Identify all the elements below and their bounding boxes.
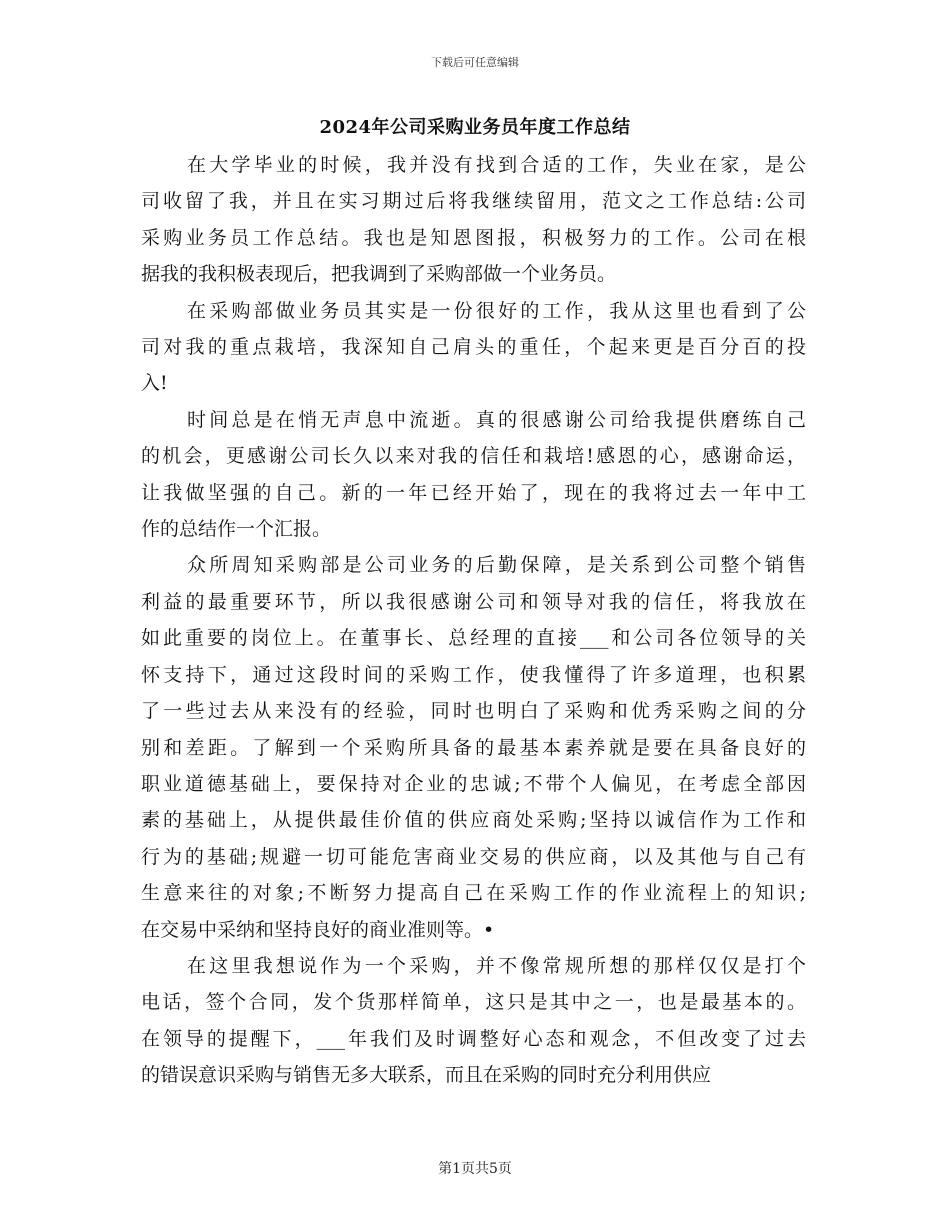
paragraph — [141, 547, 806, 947]
paragraph-line: 采购业务员工作总结。我也是知恩图报，积极努力的工作。公司在根 — [141, 226, 806, 249]
paragraph — [141, 293, 806, 402]
paragraph-line: 行为的基础;规避一切可能危害商业交易的供应商，以及其他与自己有 — [141, 845, 806, 868]
page-header: 下载后可任意编辑 — [431, 56, 519, 69]
paragraph-line: 如此重要的岗位上。在董事长、总经理的直接___和公司各位领导的关 — [141, 627, 806, 650]
paragraph-line: 电话，签个合同，发个货那样简单，这只是其中之一，也是最基本的。 — [141, 991, 806, 1014]
paragraph — [141, 948, 806, 1094]
paragraph-line: 司对我的重点栽培，我深知自己肩头的重任，个起来更是百分百的投 — [141, 336, 806, 359]
paragraph-line: 据我的我积极表现后，把我调到了采购部做一个业务员。 — [141, 263, 617, 286]
paragraph-line: 在领导的提醒下，___年我们及时调整好心态和观念，不但改变了过去 — [141, 1027, 806, 1050]
paragraph-line: 的机会，更感谢公司长久以来对我的信任和栽培!感恩的心，感谢命运， — [141, 445, 806, 468]
paragraph-line: 的错误意识采购与销售无多大联系，而且在采购的同时充分利用供应 — [141, 1064, 712, 1087]
paragraph-line: 利益的最重要环节，所以我很感谢公司和领导对我的信任，将我放在 — [141, 590, 806, 613]
paragraph-line: 众所周知采购部是公司业务的后勤保障，是关系到公司整个销售 — [187, 554, 806, 577]
paragraph-line: 在交易中采纳和坚持良好的商业准则等。• — [141, 918, 495, 941]
document-title: 2024年公司采购业务员年度工作总结 — [319, 117, 631, 138]
paragraph-line: 让我做坚强的自己。新的一年已经开始了，现在的我将过去一年中工 — [141, 481, 806, 504]
paragraph-line: 素的基础上，从提供最佳价值的供应商处采购;坚持以诚信作为工作和 — [141, 809, 806, 832]
paragraph — [141, 147, 806, 293]
paragraph-line: 在这里我想说作为一个采购，并不像常规所想的那样仅仅是打个 — [187, 954, 806, 977]
paragraph-line: 时间总是在悄无声息中流逝。真的很感谢公司给我提供磨练自己 — [187, 408, 806, 431]
page-footer: 第1页共5页 — [438, 1161, 512, 1177]
paragraph — [141, 402, 806, 548]
paragraph-line: 作的总结作一个汇报。 — [141, 518, 332, 541]
paragraph-line: 别和差距。了解到一个采购所具备的最基本素养就是要在具备良好的 — [141, 736, 806, 759]
document-body — [141, 147, 806, 1094]
paragraph-line: 司收留了我，并且在实习期过后将我继续留用，范文之工作总结:公司 — [141, 190, 806, 213]
paragraph-line: 怀支持下，通过这段时间的采购工作，使我懂得了许多道理，也积累 — [141, 663, 806, 686]
paragraph-line: 生意来往的对象;不断努力提高自己在采购工作的作业流程上的知识; — [141, 882, 806, 905]
paragraph-line: 了一些过去从来没有的经验，同时也明白了采购和优秀采购之间的分 — [141, 700, 806, 723]
paragraph-line: 在大学毕业的时候，我并没有找到合适的工作，失业在家，是公 — [187, 154, 806, 176]
paragraph-line: 在采购部做业务员其实是一份很好的工作，我从这里也看到了公 — [187, 299, 806, 322]
paragraph-line: 入! — [141, 372, 168, 395]
paragraph-line: 职业道德基础上，要保持对企业的忠诚;不带个人偏见，在考虑全部因 — [141, 772, 806, 795]
